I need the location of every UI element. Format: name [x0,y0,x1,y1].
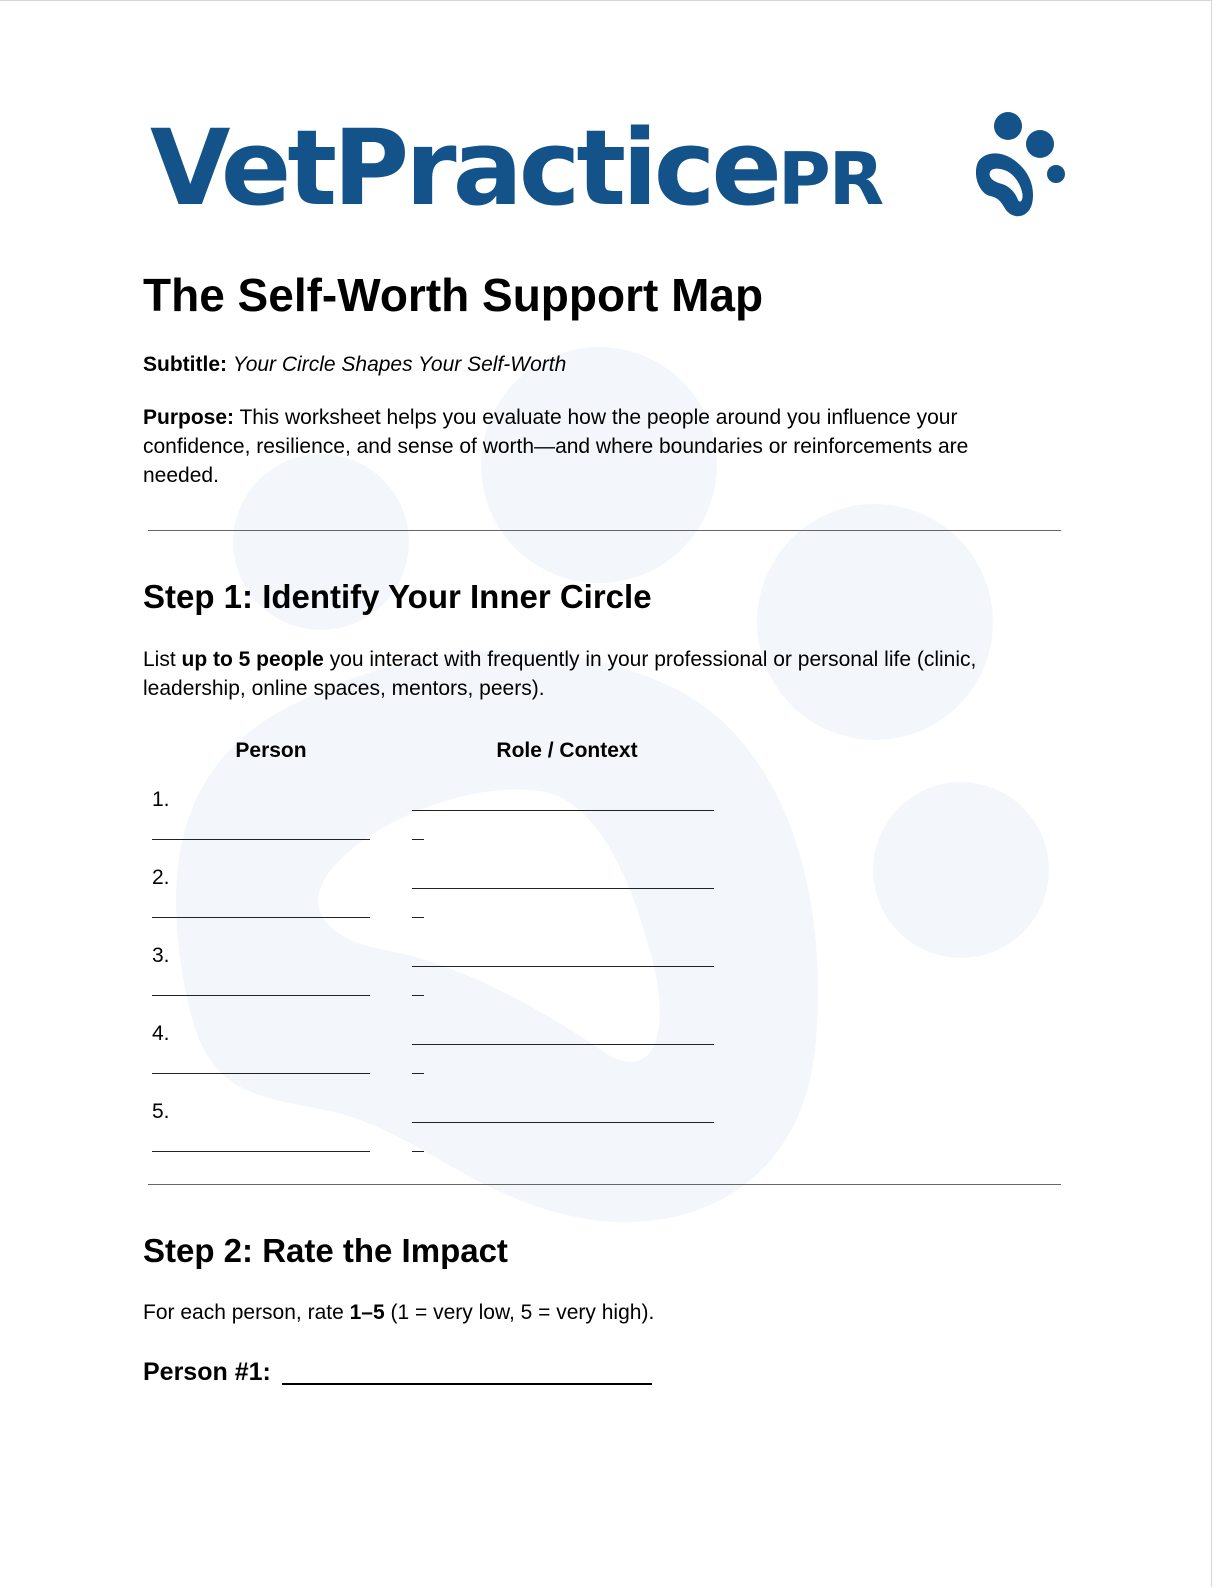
person-blank-line[interactable] [152,1073,370,1074]
role-blank-line[interactable] [412,966,714,967]
person-1-blank-line[interactable] [282,1383,652,1385]
role-blank-tail [412,1073,424,1074]
role-blank-line[interactable] [412,1122,714,1123]
brand-name: VetPractice [150,107,778,229]
role-blank-tail [412,995,424,996]
role-blank-line[interactable] [412,1044,714,1045]
role-blank-tail [412,839,424,840]
row-number: 4. [152,1022,170,1045]
subtitle-value: Your Circle Shapes Your Self-Worth [232,353,567,376]
page-title: The Self-Worth Support Map [143,269,764,321]
purpose-paragraph [143,403,1023,490]
brand-logo [150,106,1070,231]
person-blank-line[interactable] [152,917,370,918]
column-header-person: Person [235,739,307,762]
subtitle-line [143,350,1023,379]
step1-heading: Step 1: Identify Your Inner Circle [143,578,652,615]
paw-icon [976,108,1076,223]
section-divider [148,530,1061,531]
step1-description: List up to 5 people you interact with frequently in your professional or personal life (clinic, leadership, online spaces, mentors, peers). [143,648,977,700]
role-blank-line[interactable] [412,888,714,889]
row-number: 2. [152,866,170,889]
step2-emphasis: 1–5 [349,1301,385,1324]
role-blank-line[interactable] [412,810,714,811]
section-divider [148,1184,1061,1185]
person-blank-line[interactable] [152,995,370,996]
role-blank-tail [412,1151,424,1152]
purpose-label: Purpose: [143,406,235,429]
row-number: 5. [152,1100,170,1123]
person-blank-line[interactable] [152,1151,370,1152]
step1-emphasis: up to 5 people [181,648,324,671]
step2-heading: Step 2: Rate the Impact [143,1232,508,1269]
purpose-text: This worksheet helps you evaluate how the people around you influence your confidence, resilience, and sense of worth—and where boundaries or reinforcements are needed. [143,406,969,487]
row-number: 1. [152,788,170,811]
brand-name-pro: PR [777,137,883,221]
step2-description: For each person, rate 1–5 (1 = very low, 5 = very high). [143,1301,655,1324]
subtitle-label: Subtitle: [143,353,227,376]
person-1-label: Person #1: [143,1358,271,1386]
column-header-role: Role / Context [496,739,638,762]
person-blank-line[interactable] [152,839,370,840]
row-number: 3. [152,944,170,967]
role-blank-tail [412,917,424,918]
